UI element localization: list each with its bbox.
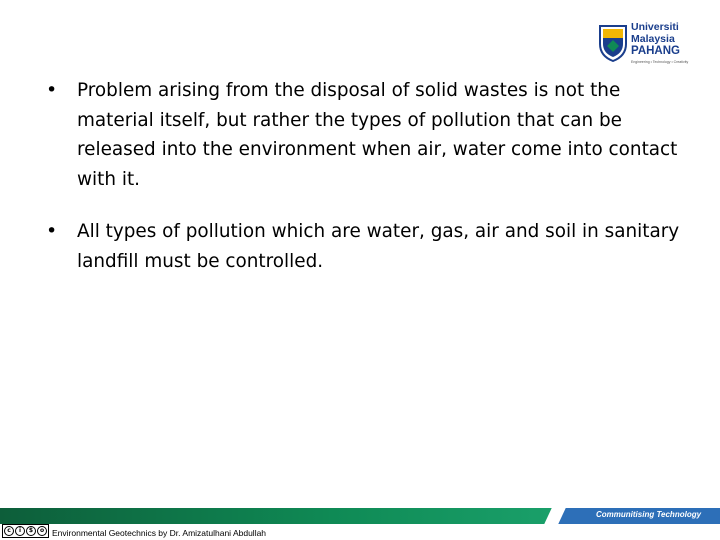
by-icon: i [15,526,25,536]
logo-line-1: Universiti [631,21,679,33]
university-logo [598,20,688,66]
bullet-text: Problem arising from the disposal of solid wastes is not the material itself, but rather the types of pollution that can be released into the environment when air, water come into contact with it. [77,80,678,190]
nc-icon: $ [26,526,36,536]
footer-tagline: Communitising Technology [596,510,702,519]
shield-icon [598,24,628,62]
logo-tagline: Engineering • Technology • Creativity [631,60,689,64]
logo-line-3: PAHANG [631,45,680,57]
footer-stripe-green [0,508,556,524]
cc-license-badge[interactable] [2,524,49,538]
bullet-text: All types of pollution which are water, gas, air and soil in sanitary landfill must be controlled. [77,221,680,272]
cc-icon: c [4,526,14,536]
sa-icon: o [37,526,47,536]
logo-line-2: Malaysia [631,33,675,45]
bullet-list [46,76,686,299]
bullet-item [46,76,686,194]
bullet-marker: • [46,220,58,242]
bullet-item [46,217,686,276]
bullet-marker: • [46,79,58,101]
footer-credit: Environmental Geotechnics by Dr. Amizatulhani Abdullah [52,528,267,538]
